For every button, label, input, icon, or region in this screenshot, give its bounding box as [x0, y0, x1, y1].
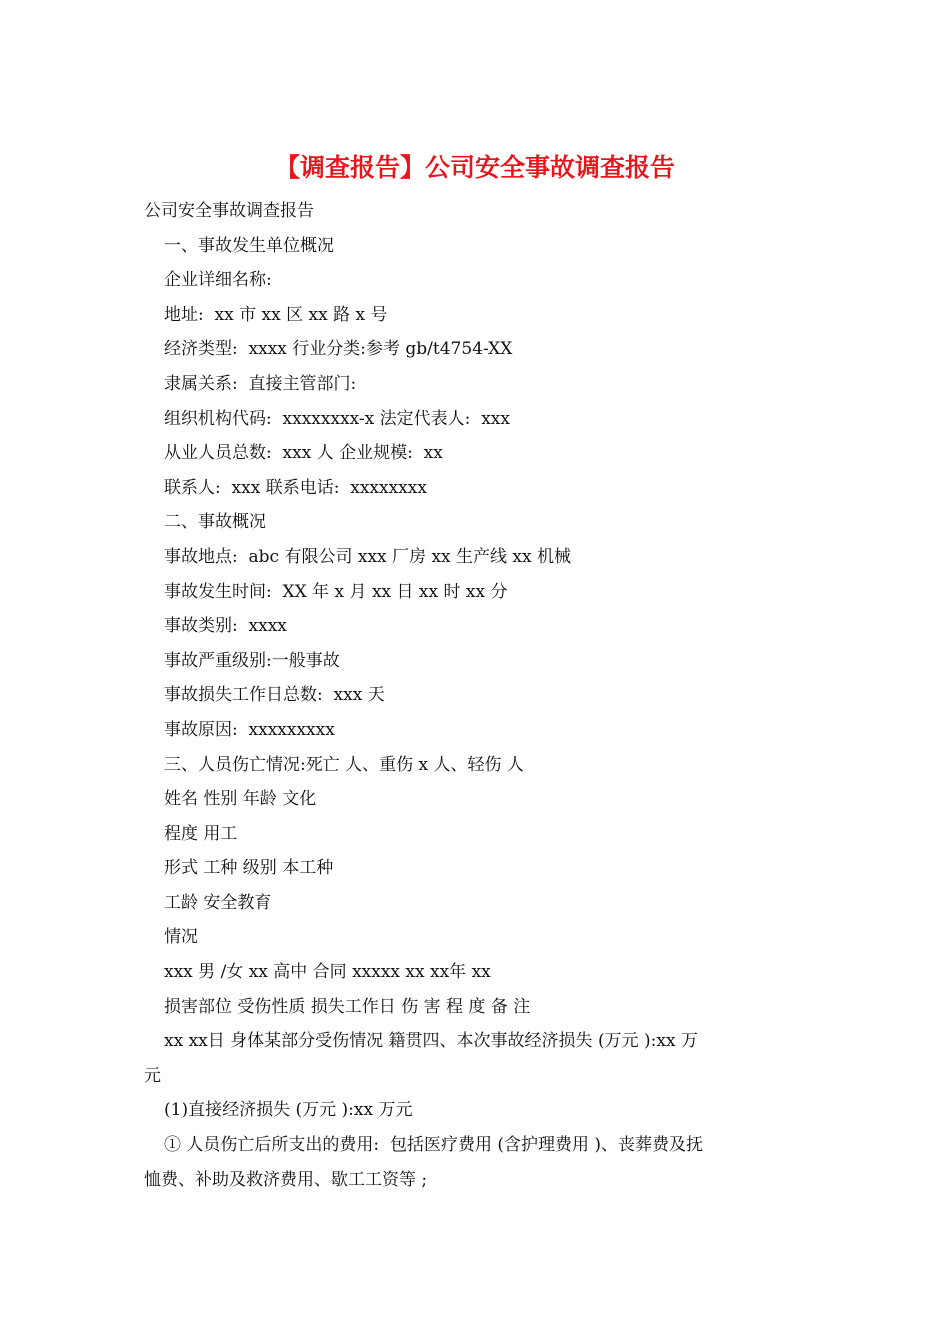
body-line: 事故损失工作日总数: xxx 天: [164, 685, 385, 706]
body-line: 组织机构代码: xxxxxxxx-x 法定代表人: xxx: [164, 408, 510, 429]
body-line: 形式 工种 级别 本工种: [164, 858, 334, 879]
body-line: xxx 男 /女 xx 高中 合同 xxxxx xx xx年 xx: [164, 962, 491, 983]
body-line: ① 人员伤亡后所支出的费用: 包括医疗费用 (含护理费用 )、丧葬费及抚: [164, 1135, 704, 1156]
body-line: 元: [144, 1065, 161, 1086]
body-line: 企业详细名称:: [164, 270, 272, 291]
section-heading: 三、人员伤亡情况:死亡 人、重伤 x 人、轻伤 人: [164, 754, 524, 775]
body-line: 工龄 安全教育: [164, 892, 272, 913]
body-line: 事故地点: abc 有限公司 xxx 厂房 xx 生产线 xx 机械: [164, 546, 572, 567]
body-line: 恤费、补助及救济费用、歇工工资等 ;: [144, 1169, 428, 1190]
body-line: 事故发生时间: XX 年 x 月 xx 日 xx 时 xx 分: [164, 581, 508, 602]
body-line: 事故类别: xxxx: [164, 616, 287, 637]
body-line: 从业人员总数: xxx 人 企业规模: xx: [164, 443, 443, 464]
body-line: 公司安全事故调查报告: [144, 201, 314, 221]
body-line: (1)直接经济损失 (万元 ):xx 万元: [164, 1100, 413, 1121]
section-heading: 二、事故概况: [164, 512, 266, 533]
body-line: 损害部位 受伤性质 损失工作日 伤 害 程 度 备 注: [164, 996, 531, 1017]
body-line: 事故原因: xxxxxxxxx: [164, 719, 335, 740]
body-line: 经济类型: xxxx 行业分类:参考 gb/t4754-XX: [164, 339, 513, 360]
body-line: xx xx日 身体某部分受伤情况 籍贯四、本次事故经济损失 (万元 ):xx 万: [164, 1031, 698, 1052]
body-line: 程度 用工: [164, 823, 238, 844]
body-line: 隶属关系: 直接主管部门:: [164, 373, 357, 394]
section-heading: 一、事故发生单位概况: [164, 235, 334, 256]
document-title: 【调查报告】公司安全事故调查报告: [274, 153, 675, 182]
body-line: 联系人: xxx 联系电话: xxxxxxxx: [164, 477, 427, 498]
body-line: 地址: xx 市 xx 区 xx 路 x 号: [164, 304, 388, 325]
body-line: 姓名 性别 年龄 文化: [164, 789, 317, 810]
document-body: [144, 194, 804, 1197]
body-line: 事故严重级别:一般事故: [164, 650, 340, 671]
body-line: 情况: [164, 927, 198, 948]
